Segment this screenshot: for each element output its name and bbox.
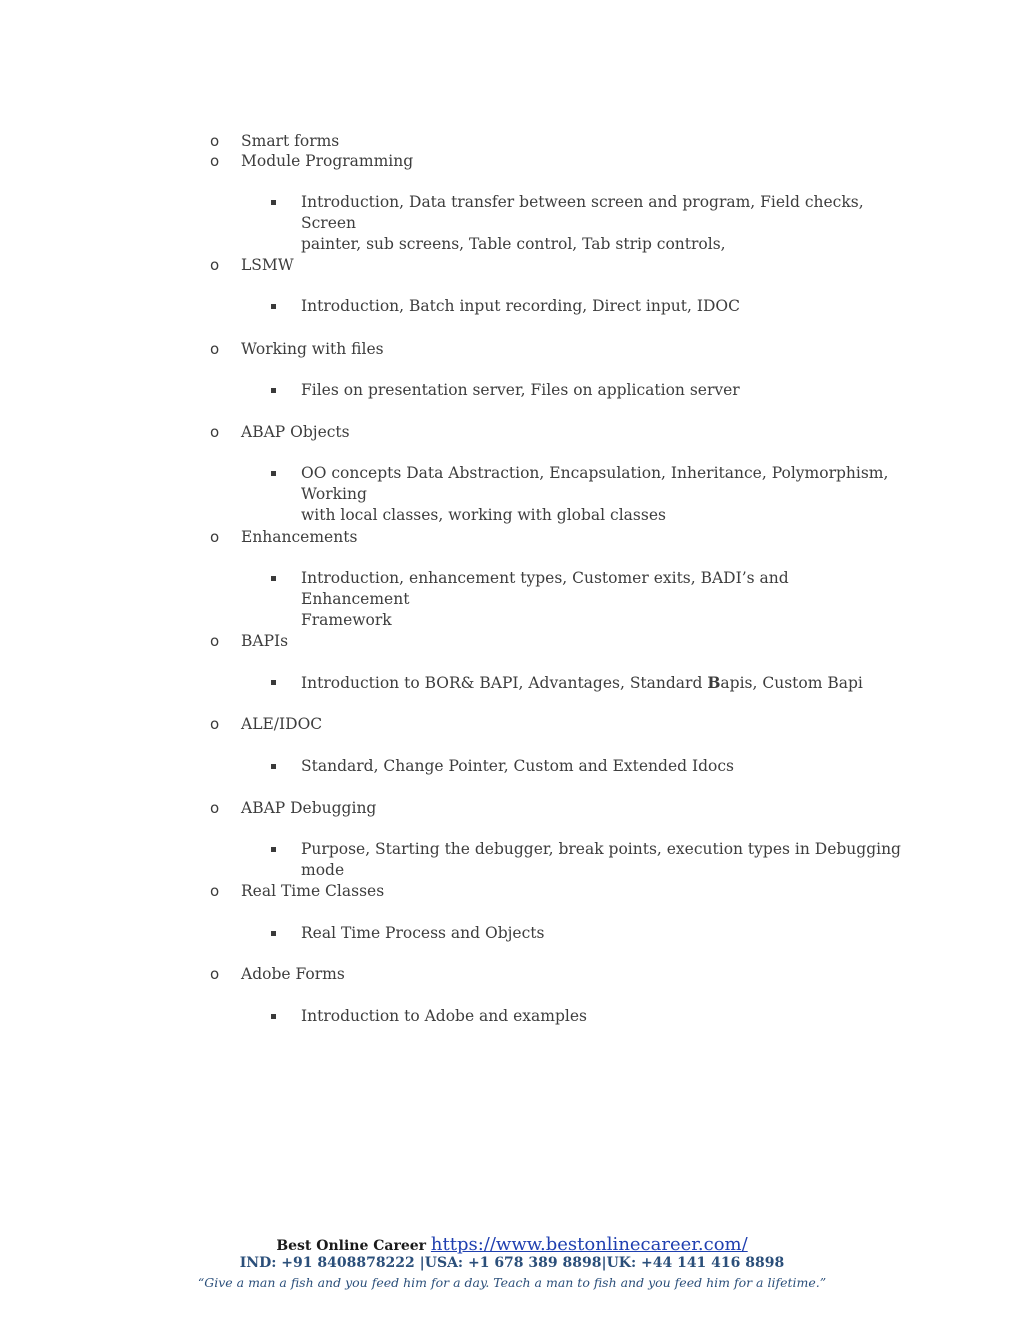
section-heading-adobe-forms: Adobe Forms: [241, 965, 345, 983]
section-heading-module-programming: Module Programming: [241, 152, 414, 170]
section-heading-enhancements: Enhancements: [241, 528, 358, 546]
outline-bullet: o: [210, 882, 220, 900]
detail-line: Introduction, Batch input recording, Direct input, IDOC: [301, 297, 740, 315]
detail-line: Real Time Process and Objects: [301, 924, 545, 942]
square-bullet: [271, 1014, 276, 1019]
detail-line: Purpose, Starting the debugger, break points, execution types in Debugging mode: [301, 840, 901, 879]
detail-line: Files on presentation server, Files on application server: [301, 381, 740, 399]
detail-line: with local classes, working with global classes: [301, 506, 666, 524]
detail-line: Framework: [301, 611, 392, 629]
detail-line: Introduction to BOR& BAPI, Advantages, Standard Bapis, Custom Bapi: [301, 673, 863, 692]
section-heading-real-time-classes: Real Time Classes: [241, 882, 385, 900]
section-heading-ale-idoc: ALE/IDOC: [241, 715, 323, 733]
outline-bullet: o: [210, 152, 220, 170]
square-bullet: [271, 200, 276, 205]
detail-line: Introduction to Adobe and examples: [301, 1007, 587, 1025]
section-detail-enhancements: [301, 568, 901, 631]
outline-bullet: o: [210, 715, 220, 733]
square-bullet: [271, 680, 276, 685]
section-detail-lsmw: [301, 296, 901, 317]
section-heading-working-with-files: Working with files: [241, 340, 384, 358]
section-detail-bapis: [301, 672, 901, 694]
detail-line: Standard, Change Pointer, Custom and Extended Idocs: [301, 757, 734, 775]
detail-line: Introduction, enhancement types, Customer exits, BADI’s and Enhancement: [301, 569, 789, 608]
square-bullet: [271, 847, 276, 852]
section-detail-working-with-files: [301, 380, 901, 401]
footer-brand-line: [0, 1234, 1024, 1255]
section-detail-abap-debugging: [301, 839, 901, 881]
section-detail-abap-objects: [301, 463, 901, 526]
outline-bullet: o: [210, 799, 220, 817]
outline-bullet: o: [210, 528, 220, 546]
square-bullet: [271, 388, 276, 393]
outline-bullet: o: [210, 132, 220, 150]
section-heading-bapis: BAPIs: [241, 632, 289, 650]
section-heading-smart-forms: Smart forms: [241, 132, 340, 150]
outline-bullet: o: [210, 965, 220, 983]
footer-website-link[interactable]: https://www.bestonlinecareer.com/: [430, 1234, 748, 1255]
square-bullet: [271, 304, 276, 309]
square-bullet: [271, 576, 276, 581]
detail-line: Introduction, Data transfer between screen and program, Field checks, Screen: [301, 193, 864, 232]
section-heading-abap-objects: ABAP Objects: [241, 423, 350, 441]
outline-bullet: o: [210, 340, 220, 358]
footer-brand: Best Online Career: [276, 1238, 427, 1254]
outline-bullet: o: [210, 256, 220, 274]
square-bullet: [271, 471, 276, 476]
square-bullet: [271, 931, 276, 936]
outline-bullet: o: [210, 632, 220, 650]
section-detail-module-programming: [301, 192, 901, 255]
footer-quote: “Give a man a fish and you feed him for a day. Teach a man to fish and you feed him for a lifetime.”: [197, 1275, 827, 1290]
section-heading-lsmw: LSMW: [241, 256, 294, 274]
footer-phone-numbers: IND: +91 8408878222 |USA: +1 678 389 8898|UK: +44 141 416 8898: [239, 1255, 785, 1271]
outline-bullet: o: [210, 423, 220, 441]
section-detail-adobe-forms: [301, 1006, 901, 1027]
detail-line: painter, sub screens, Table control, Tab strip controls,: [301, 235, 726, 253]
detail-line: OO concepts Data Abstraction, Encapsulation, Inheritance, Polymorphism, Working: [301, 464, 889, 503]
section-detail-ale-idoc: [301, 756, 901, 777]
square-bullet: [271, 764, 276, 769]
section-heading-abap-debugging: ABAP Debugging: [241, 799, 377, 817]
section-detail-real-time-classes: [301, 923, 901, 944]
